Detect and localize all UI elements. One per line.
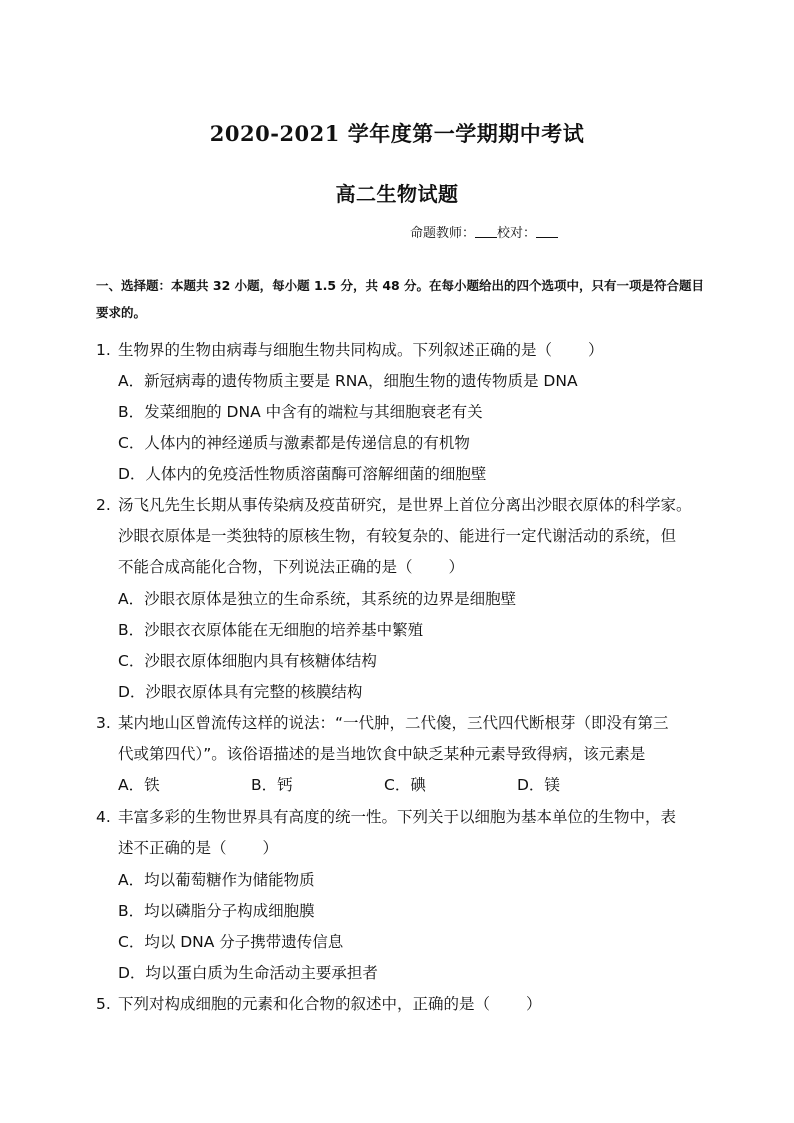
proof-label: 校对： [497, 226, 537, 241]
question-4-option-b: B．均以磷脂分子构成细胞膜 [118, 902, 315, 920]
question-2-stem-line-3: 不能合成高能化合物，下列说法正确的是（ ） [118, 558, 465, 576]
question-3-options [118, 773, 650, 795]
section-instructions [96, 272, 706, 326]
question-1-option-b: B．发菜细胞的 DNA 中含有的端粒与其细胞衰老有关 [118, 403, 483, 421]
question-4-option-a: A．均以葡萄糖作为储能物质 [118, 871, 315, 889]
question-1-option-c: C．人体内的神经递质与激素都是传递信息的有机物 [118, 434, 470, 452]
question-2-option-d: D．沙眼衣原体具有完整的核膜结构 [118, 683, 363, 701]
question-5-stem: 5. 下列对构成细胞的元素和化合物的叙述中，正确的是（ ） [96, 995, 542, 1013]
exam-title: 2020-2021 学年度第一学期期中考试 [209, 121, 585, 146]
section-heading: 一、选择题： [96, 278, 172, 293]
question-3-option-b: B．钙 [251, 776, 293, 794]
question-3-stem-line-2: 代或第四代）”。该俗语描述的是当地饮食中缺乏某种元素导致得病，该元素是 [118, 745, 646, 763]
question-3-option-d: D．镁 [517, 776, 560, 794]
question-4-stem-line-2: 述不正确的是（ ） [118, 839, 279, 857]
setter-info [410, 222, 558, 241]
question-1-option-a: A．新冠病毒的遗传物质主要是 RNA，细胞生物的遗传物质是 DNA [118, 372, 578, 390]
question-2-stem-line-2: 沙眼衣原体是一类独特的原核生物，有较复杂的、能进行一定代谢活动的系统，但 [118, 527, 677, 545]
question-4-option-c: C．均以 DNA 分子携带遗传信息 [118, 933, 344, 951]
question-4-stem-line-1: 4. 丰富多彩的生物世界具有高度的统一性。下列关于以细胞为基本单位的生物中，表 [96, 808, 677, 826]
question-3-stem-line-1: 3. 某内地山区曾流传这样的说法：“一代肿，二代傻，三代四代断根芽（即没有第三 [96, 714, 669, 732]
setter-label: 命题教师： [410, 226, 476, 241]
question-1-option-d: D．人体内的免疫活性物质溶菌酶可溶解细菌的细胞壁 [118, 465, 487, 483]
setter-blank [475, 225, 497, 238]
question-1-stem: 1. 生物界的生物由病毒与细胞生物共同构成。下列叙述正确的是（ ） [96, 341, 604, 359]
question-2-option-b: B．沙眼衣衣原体能在无细胞的培养基中繁殖 [118, 621, 424, 639]
proof-blank [536, 225, 558, 238]
question-4-option-d: D．均以蛋白质为生命活动主要承担者 [118, 964, 378, 982]
question-2-stem-line-1: 2. 汤飞凡先生长期从事传染病及疫苗研究，是世界上首位分离出沙眼衣原体的科学家。 [96, 496, 692, 514]
question-2-option-c: C．沙眼衣原体细胞内具有核糖体结构 [118, 652, 377, 670]
question-3-option-a: A．铁 [118, 776, 160, 794]
section-text: 本题共 32 小题，每小题 1.5 分，共 48 分。在每小题给出的四个选项中，只有一项是符合题目要求的。 [96, 278, 705, 320]
question-2-option-a: A．沙眼衣原体是独立的生命系统，其系统的边界是细胞壁 [118, 590, 517, 608]
question-3-option-c: C．碘 [384, 776, 426, 794]
exam-subtitle: 高二生物试题 [335, 182, 459, 206]
